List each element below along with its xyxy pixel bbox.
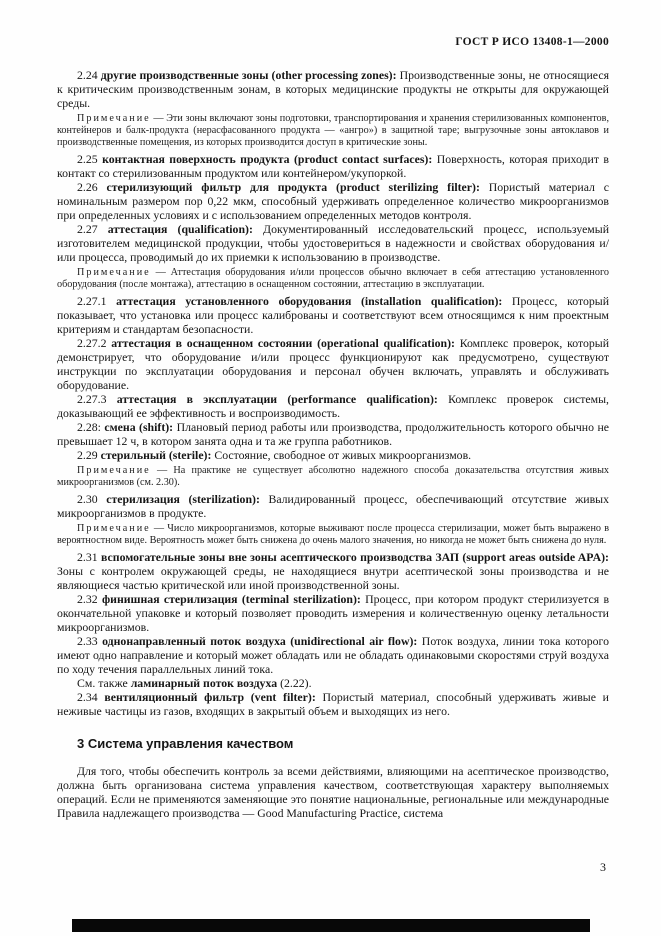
see-also-post: (2.22). xyxy=(280,676,312,690)
term-2-27-3 xyxy=(57,392,609,420)
note-2-24 xyxy=(57,113,609,149)
term-2-31 xyxy=(57,550,609,592)
see-also-note xyxy=(57,676,609,690)
note-2-29 xyxy=(57,465,609,489)
term-2-25 xyxy=(57,152,609,180)
note-2-30 xyxy=(57,523,609,547)
term-definition: Зоны с контролем окружающей среды, не находящиеся внутри асептической зоны производства и не являющиеся частью критической или иной производственной зоны. xyxy=(57,564,609,592)
term-2-27-2 xyxy=(57,336,609,392)
term-definition: Процесс, при котором продукт стерилизуется в окончательной упаковке и который позволяет проводить измерения и количественную оценку летальности микроорганизмов. xyxy=(57,592,610,634)
term-number: 2.27.3 xyxy=(77,392,107,406)
term-title: вспомогательные зоны вне зоны асептического производства ЗАП (support areas outside APA): xyxy=(101,550,609,564)
term-number: 2.27.1 xyxy=(77,294,107,308)
note-label: Примечание xyxy=(77,465,151,476)
term-title: смена (shift): xyxy=(104,420,174,434)
term-title: однонаправленный поток воздуха (unidirectional air flow): xyxy=(102,634,418,648)
term-number: 2.25 xyxy=(77,152,98,166)
term-2-27-1 xyxy=(57,294,609,336)
term-number: 2.24 xyxy=(77,68,98,82)
note-label: Примечание xyxy=(77,523,151,534)
term-definition: Плановый период работы или производства, продолжительность которого обычно не превышает 12 ч, в котором занята одна и та же группа работников. xyxy=(57,420,610,448)
term-number: 2.28: xyxy=(77,420,101,434)
term-number: 2.26 xyxy=(77,180,98,194)
term-title: аттестация в эксплуатации (performance qualification): xyxy=(116,392,438,406)
term-title: стерилизация (sterilization): xyxy=(106,492,260,506)
term-definition: Процесс, который показывает, что установка или процесс калиброваны и соответствуют всем относящимся к ним проектным критериям и стандартам безопасности. xyxy=(57,294,610,336)
term-2-29 xyxy=(57,448,609,462)
term-definition: Комплекс проверок, который демонстрирует, что оборудование и/или процесс функционируют как предусмотрено, существуют инструкции по эксплуатации оборудования и персонал обучен включать, управлять и обслуживать оборудование. xyxy=(57,336,610,392)
term-2-27 xyxy=(57,222,609,264)
note-label: Примечание xyxy=(77,267,151,278)
closing-paragraph: Для того, чтобы обеспечить контроль за всеми действиями, влияющими на асептическое производство, должна быть организована система управления качеством, соответствующая характеру выполняемых операций. Если не применяются заменяющие это понятие национальные, региональные или международные Правила надлежащего производства — Good Manufacturing Practice, система xyxy=(57,764,609,820)
term-definition: Пористый материал с номинальным размером пор 0,22 мкм, способный удерживать определенное количество микроорганизмов при определенных условиях и с использованием определенных методов контроля. xyxy=(57,180,609,222)
term-2-28 xyxy=(57,420,609,448)
term-2-26 xyxy=(57,180,609,222)
see-also-term: ламинарный поток воздуха xyxy=(130,676,278,690)
note-text: — Эти зоны включают зоны подготовки, транспортирования и хранения стерилизованных компонентов, контейнеров и балк-продукта (нерасфасованного продукта — «ангро») в защитной таре; выгрузочные зоны автоклавов и производственные помещения, из которых производится доступ в критические зоны. xyxy=(57,113,609,148)
term-definition: Комплекс проверок системы, доказывающий ее эффективность и воспроизводимость. xyxy=(57,392,610,420)
term-title: стерильный (sterile): xyxy=(100,448,212,462)
term-definition: Поток воздуха, линии тока которого имеют одно направление и который может обладать или не обладать одинаковыми скоростями струй воздуха по ходу течения параллельных линий тока. xyxy=(57,634,609,676)
term-number: 2.29 xyxy=(77,448,98,462)
note-2-27 xyxy=(57,267,609,291)
term-title: аттестация в оснащенном состоянии (operational qualification): xyxy=(111,336,455,350)
term-definition: Состояние, свободное от живых микроорганизмов. xyxy=(214,448,472,462)
term-definition: Производственные зоны, не относящиеся к критическим производственным зонам, в которых медицинские продукты не открыты для окружающей среды. xyxy=(57,68,609,110)
note-label: Примечание xyxy=(77,113,151,124)
term-2-30 xyxy=(57,492,609,520)
scan-artifact-bar xyxy=(72,919,590,932)
term-title: стерилизующий фильтр для продукта (product sterilizing filter): xyxy=(106,180,480,194)
term-definition: Поверхность, которая приходит в контакт со стерилизованным продуктом или контейнером/укупоркой. xyxy=(57,152,609,180)
term-number: 2.27.2 xyxy=(77,336,107,350)
term-title: аттестация установленного оборудования (installation qualification): xyxy=(116,294,503,308)
term-number: 2.34 xyxy=(77,690,98,704)
note-text: — Число микроорганизмов, которые выживают после процесса стерилизации, может быть выражено в вероятностном виде. Вероятность может быть снижена до очень малого значения, но никогда не может быть снижена до нуля. xyxy=(57,523,610,546)
term-number: 2.32 xyxy=(77,592,98,606)
page-number: 3 xyxy=(600,860,606,874)
term-2-24 xyxy=(57,68,609,110)
term-2-34 xyxy=(57,690,609,718)
section-3-heading: 3 Система управления качеством xyxy=(77,736,294,751)
term-2-33 xyxy=(57,634,609,676)
term-title: вентиляционный фильтр (vent filter): xyxy=(104,690,316,704)
term-title: аттестация (qualification): xyxy=(107,222,253,236)
term-2-32 xyxy=(57,592,609,634)
term-title: другие производственные зоны (other processing zones): xyxy=(100,68,397,82)
term-title: финишная стерилизация (terminal sterilization): xyxy=(101,592,361,606)
term-definition: Документированный исследовательский процесс, используемый изготовителем медицинской продукции, чтобы удостовериться в надежности и свойствах оборудования и/или процесса, проводимый до их приемки к использованию в производстве. xyxy=(57,222,610,264)
note-text: — Аттестация оборудования и/или процессов обычно включает в себя аттестацию установленного оборудования (после монтажа), аттестацию в оснащенном состоянии, аттестацию в эксплуатации. xyxy=(57,267,609,290)
term-definition: Пористый материал, способный удерживать живые и неживые частицы из газов, входящих в закрытый объем и выходящих из него. xyxy=(57,690,609,718)
document-code: ГОСТ Р ИСО 13408-1—2000 xyxy=(455,36,609,48)
term-number: 2.30 xyxy=(77,492,98,506)
note-text: — На практике не существует абсолютно надежного способа доказательства отсутствия живых микроорганизмов (см. 2.30). xyxy=(57,465,610,488)
term-number: 2.33 xyxy=(77,634,98,648)
term-number: 2.31 xyxy=(77,550,98,564)
see-also-pre: См. также xyxy=(77,676,128,690)
term-number: 2.27 xyxy=(77,222,98,236)
page-content xyxy=(57,36,609,820)
term-definition: Валидированный процесс, обеспечивающий отсутствие живых микроорганизмов в продукте. xyxy=(57,492,610,520)
term-title: контактная поверхность продукта (product contact surfaces): xyxy=(102,152,433,166)
